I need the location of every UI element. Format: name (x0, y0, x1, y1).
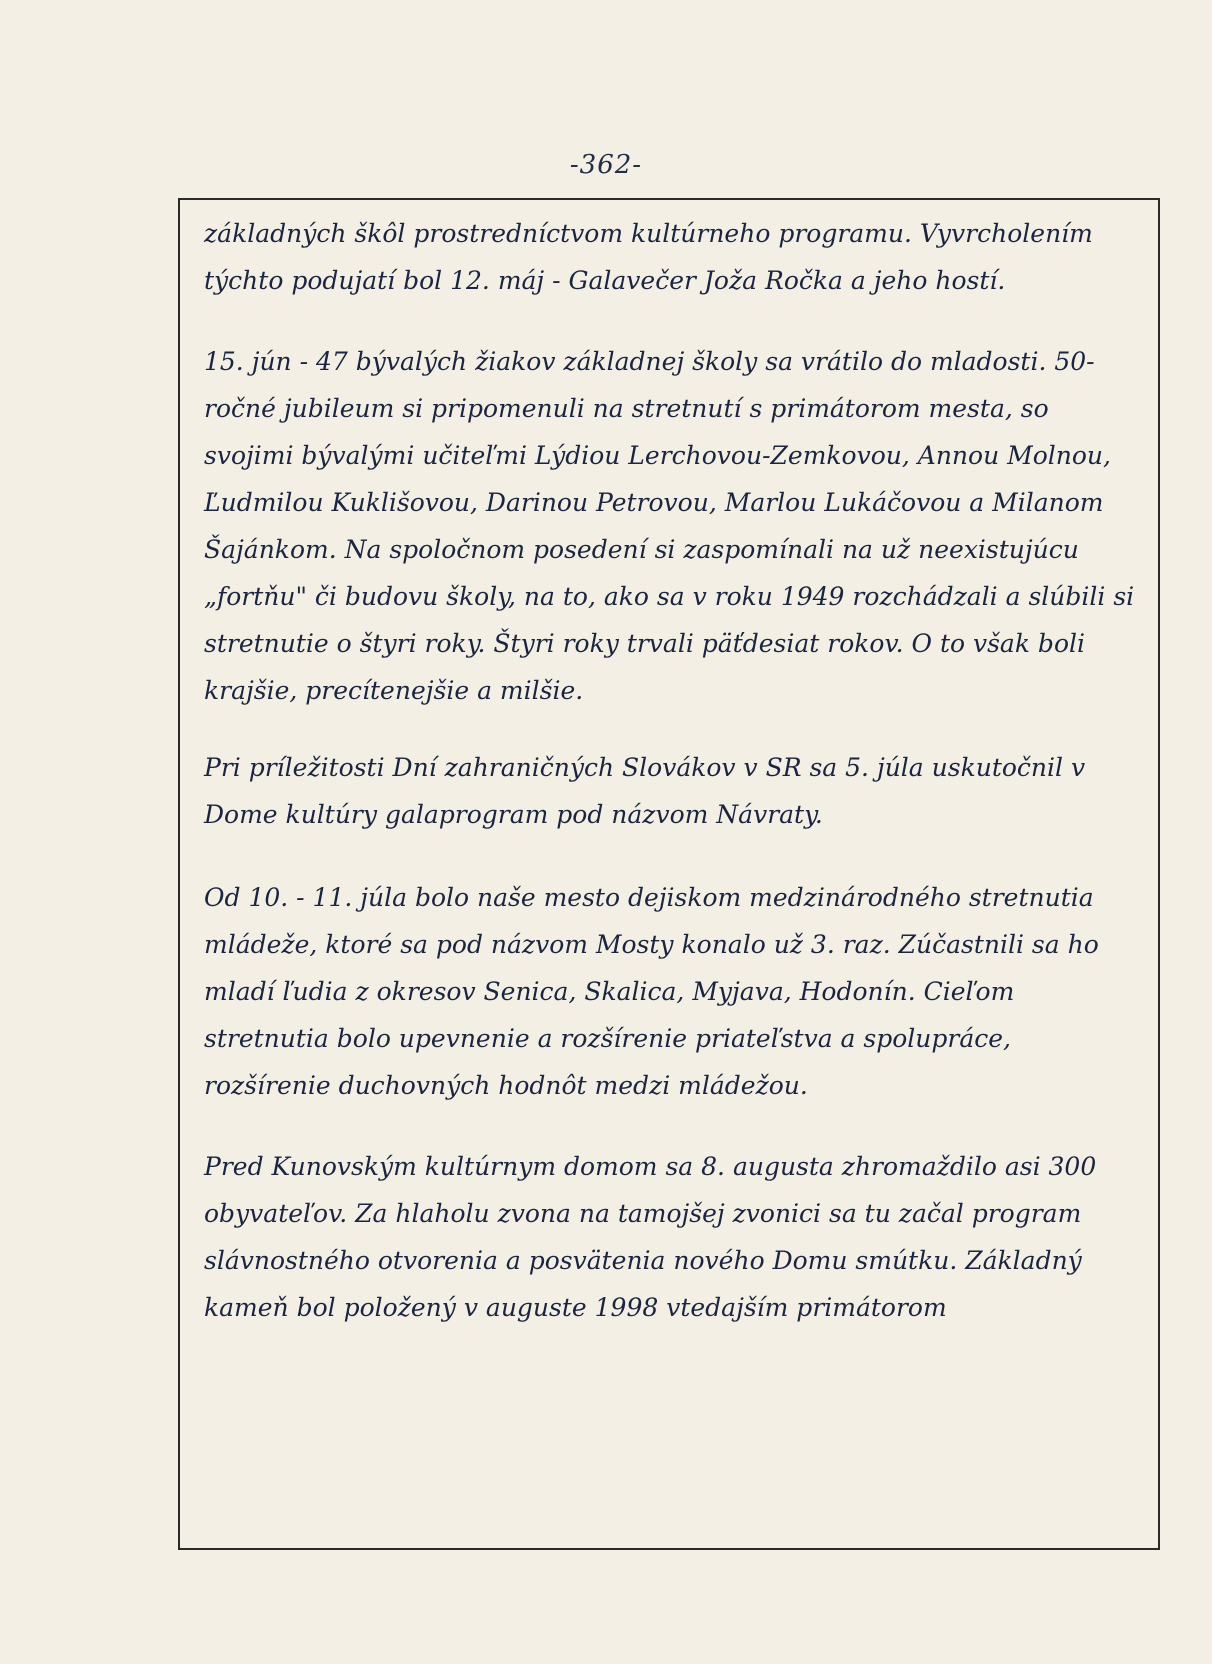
paragraph-mosty-meeting: Od 10. - 11. júla bolo naše mesto dejiskom medzinárodného stretnutia mládeže, ktoré sa pod názvom Mosty konalo už 3. raz. Zúčastnili sa ho mladí ľudia z okresov Senica, Skalica, Myjava, Hodonín. Cieľom stretnutia bolo upevnenie a rozšírenie priateľstva a spolupráce, rozšírenie duchovných hodnôt medzi mládežou. (204, 883, 1099, 1100)
paragraph-navraty-program: Pri príležitosti Dní zahraničných Slovákov v SR sa 5. júla uskutočnil v Dome kultúry galaprogram pod názvom Návraty. (204, 753, 1086, 829)
paragraph-schools-program: základných škôl prostredníctvom kultúrneho programu. Vyvrcholením týchto podujatí bol 12. máj - Galavečer Joža Ročka a jeho hostí. (204, 219, 1093, 295)
paragraph-june-reunion: 15. jún - 47 bývalých žiakov základnej školy sa vrátilo do mladosti. 50-ročné jubileum si pripomenuli na stretnutí s primátorom mesta, so svojimi bývalými učiteľmi Lýdiou Lerchovou-Zemkovou, Annou Molnou, Ľudmilou Kuklišovou, Darinou Petrovou, Marlou Lukáčovou a Milanom Šajánkom. Na spoločnom posedení si zaspomínali na už neexistujúcu „fortňu" či budovu školy, na to, ako sa v roku 1949 rozchádzali a slúbili si stretnutie o štyri roky. Štyri roky trvali päťdesiat rokov. O to však boli krajšie, precítenejšie a milšie. (204, 347, 1135, 705)
page-frame (178, 198, 1160, 1550)
page-number: -362- (569, 150, 643, 180)
paragraph-funeral-hall-opening: Pred Kunovským kultúrnym domom sa 8. augusta zhromaždilo asi 300 obyvateľov. Za hlaholu zvona na tamojšej zvonici sa tu začal program slávnostného otvorenia a posvätenia nového Domu smútku. Základný kameň bol položený v auguste 1998 vtedajším primátorom (204, 1152, 1097, 1322)
